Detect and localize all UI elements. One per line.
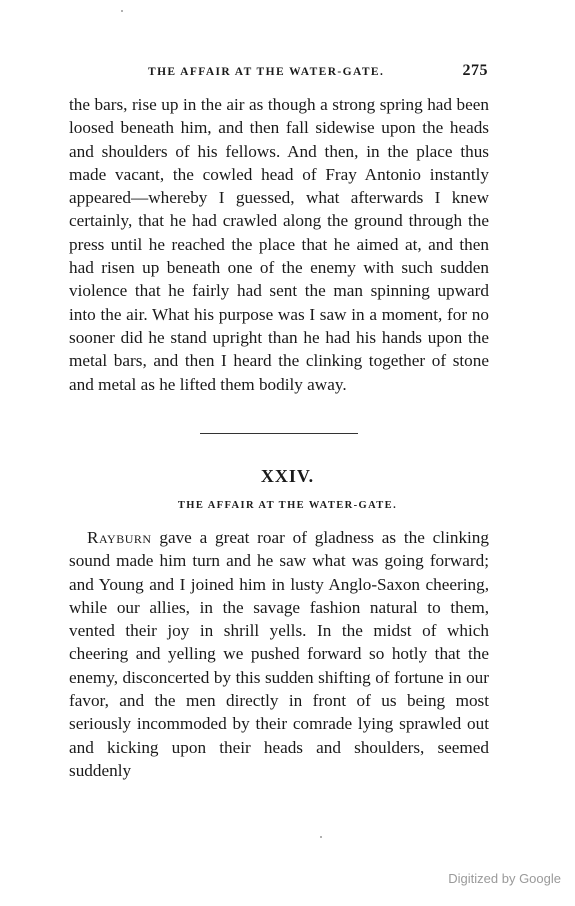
section-divider (200, 433, 358, 434)
top-paragraph: the bars, rise up in the air as though a strong spring had been loosed beneath him, and then fall sidewise upon the heads and shoulders of his fellows. And then, in the place thus made vacant, the cowled head of Fray Antonio instantly appeared—whereby I guessed, what afterwards I knew certainly, that he had crawled along the ground through the press until he reached the place that he aimed at, and then had risen up beneath one of the enemy with such sudden violence that he fairly had sent the man spinning upward into the air. What his purpose was I saw in a moment, for no sooner did he stand upright than he had his hands upon the metal bars, and then I heard the clinking together of stone and metal as he lifted them bodily away. (69, 95, 489, 394)
paper-speck (121, 10, 123, 12)
paper-speck (320, 836, 322, 838)
chapter-number: XXIV. (260, 466, 315, 486)
chapter-paragraph-text: gave a great roar of gladness as the clinking sound made him turn and he saw what was going forward; and Young and I joined him in lusty Anglo-Saxon cheering, while our allies, in the savage fashion natural to them, vented their joy in shrill yells. In the midst of which cheering and yelling we pushed forward so hotly that the enemy, disconcerted by this sudden shifting of fortune in our favor, and the men directly in front of us being most seriously incommoded by their comrade lying sprawled out and kicking upon their heads and shoulders, seemed suddenly (69, 528, 489, 780)
running-head (68, 62, 488, 82)
chapter-paragraph (69, 526, 489, 782)
page-number: 275 (462, 62, 488, 79)
chapter-title: THE AFFAIR AT THE WATER-GATE. (177, 500, 398, 511)
running-title: THE AFFAIR AT THE WATER-GATE. (148, 66, 385, 78)
lead-word: Rayburn (87, 528, 152, 547)
digitized-watermark: Digitized by Google (448, 871, 561, 886)
